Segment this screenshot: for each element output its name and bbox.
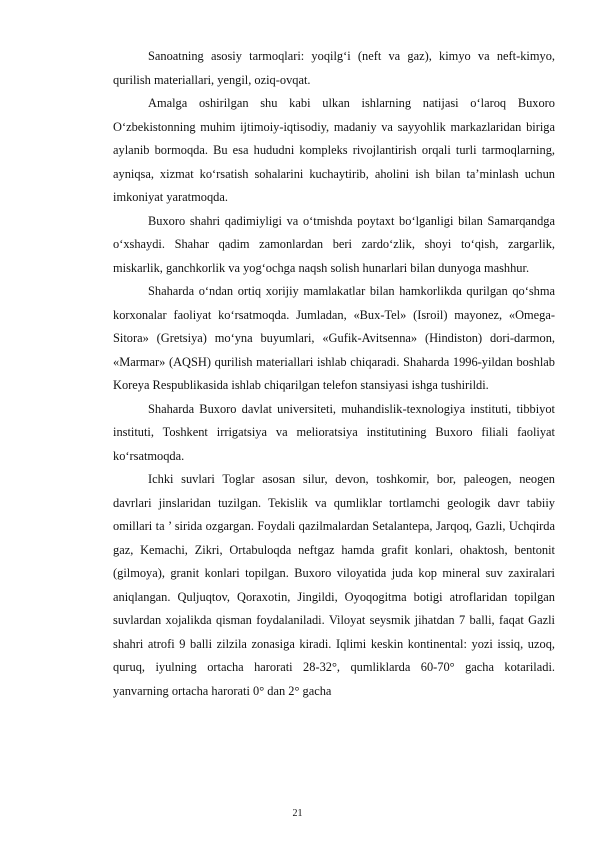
document-body	[113, 45, 555, 703]
paragraph-bukhara-crafts: Buxoro shahri qadimiyligi va o‘tmishda poytaxt bo‘lganligi bilan Samarqandga o‘xshaydi. Shahar qadim zamonlardan beri zardo‘zlik, shoyi to‘qish, zargarlik, miskarlik, ganchkorlik va yog‘ochga naqsh solish hunarlari bilan dunyoga mashhur.	[113, 213, 555, 275]
paragraph-universities: Shaharda Buxoro davlat universiteti, muhandislik-texnologiya instituti, tibbiyot instituti, Toshkent irrigatsiya va melioratsiya institutining Buxoro filiali faoliyat ko‘rsatmoqda.	[113, 401, 555, 463]
paragraph-bukhara-development: Amalga oshirilgan shu kabi ulkan ishlarning natijasi o‘laroq Buxoro O‘zbekistonning muhim ijtimoiy-iqtisodiy, madaniy va sayyohlik markazlaridan biriga aylanib bormoqda. Bu esa hududni kompleks rivojlantirish orqali turli tarmoqlarning, ayniqsa, xizmat ko‘rsatish sohalarini kuchaytirib, aholini ish bilan ta’minlash uchun imkoniyat yaratmoqda.	[113, 96, 555, 204]
paragraph-industry-sectors: Sanoatning asosiy tarmoqlari: yoqilg‘i (neft va gaz), kimyo va neft-kimyo, qurilish materiallari, yengil, oziq-ovqat.	[113, 49, 555, 87]
page-number: 21	[292, 808, 303, 819]
paragraph-joint-ventures: Shaharda o‘ndan ortiq xorijiy mamlakatlar bilan hamkorlikda qurilgan qo‘shma korxonalar faoliyat ko‘rsatmoqda. Jumladan, «Bux-Tel» (Isroil) mayonez, «Omega-Sitora» (Gretsiya) mo‘yna buyumlari, «Gufik-Avitsenna» (Hindiston) dori-darmon, «Marmar» (AQSH) qurilish materiallari ishlab chiqaradi. Shaharda 1996-yildan boshlab Koreya Respublikasida ishlab chiqarilgan telefon stansiyasi ishga tushirildi.	[113, 284, 555, 392]
paragraph-geology-climate: Ichki suvlari Toglar asosan silur, devon, toshkomir, bor, paleogen, neogen davrlari jinslaridan tuzilgan. Tekislik va qumliklar tortlamchi geologik davr tabiiy omillari ta ’ sirida ozgargan. Foydali qazilmalardan Setalantepa, Jarqoq, Gazli, Uchqirda gaz, Kemachi, Zikri, Ortabuloqda neftgaz hamda grafit konlari, ohaktosh, bentonit (gilmoya), granit konlari topilgan. Buxoro viloyatida juda kop mineral suv zaxiralari aniqlangan. Quljuqtov, Qoraxotin, Jingildi, Oyoqogitma botigi atroflaridan topilgan suvlardan xojalikda qisman foydalaniladi. Viloyat seysmik jihatdan 7 balli, faqat Gazli shahri atrofi 9 balli zilzila zonasiga kiradi. Iqlimi keskin kontinental: yozi issiq, uzoq, quruq, iyulning ortacha harorati 28-32°, qumliklarda 60-70° gacha kotariladi. yanvarning ortacha harorati 0° dan 2° gacha	[113, 472, 555, 698]
